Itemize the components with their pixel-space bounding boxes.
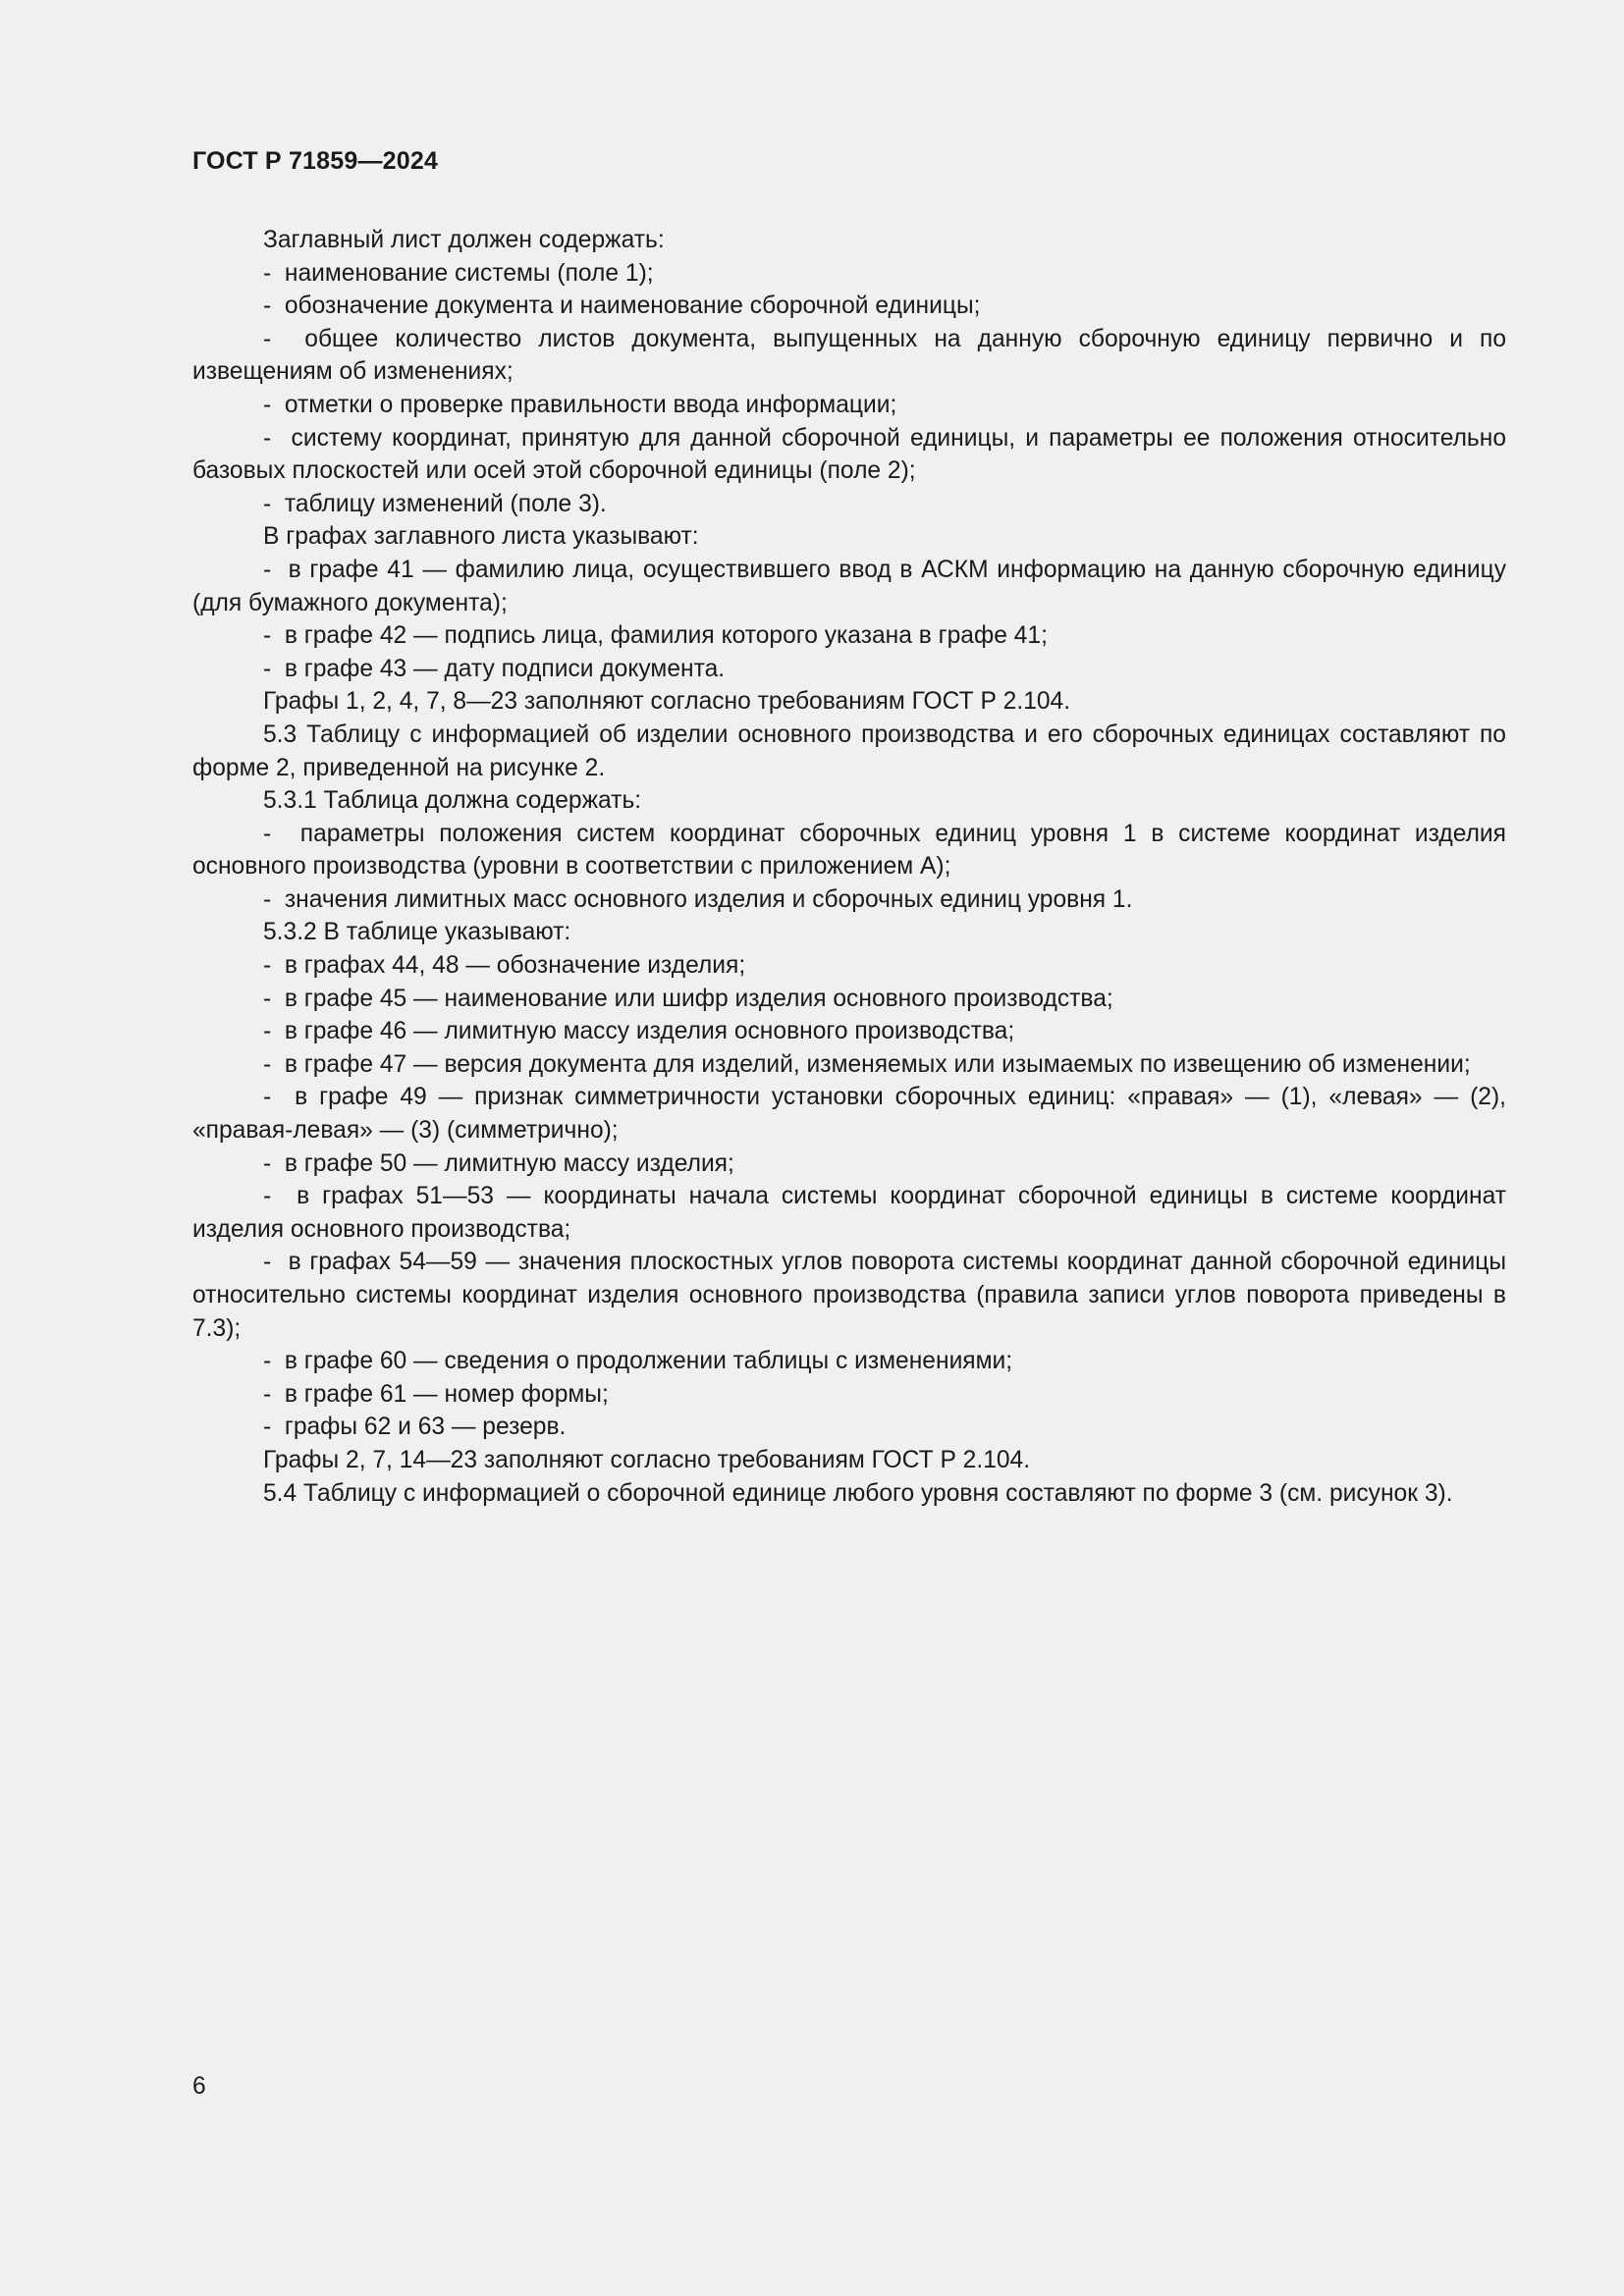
page-number: 6 bbox=[192, 2073, 206, 2100]
paragraph: Графы 1, 2, 4, 7, 8—23 заполняют согласно требованиям ГОСТ Р 2.104. bbox=[263, 688, 1071, 716]
list-item: - в графе 47 — версия документа для изделий, изменяемых или изымаемых по извещению об изменении; bbox=[192, 1048, 1506, 1082]
list-item: - графы 62 и 63 — резерв. bbox=[192, 1411, 1506, 1444]
paragraph: В графах заглавного листа указывают: bbox=[263, 523, 699, 551]
list-item: - обозначение документа и наименование сборочной единицы; bbox=[192, 290, 1506, 323]
list-item: - значения лимитных масс основного изделия и сборочных единиц уровня 1. bbox=[192, 883, 1506, 917]
list-item: - в графе 60 — сведения о продолжении таблицы с изменениями; bbox=[192, 1345, 1506, 1378]
list-item: - в графе 41 — фамилию лица, осуществившего ввод в АСКМ информацию на данную сборочную единицу (для бумажного документа); bbox=[192, 554, 1506, 619]
list-item: - в графе 49 — признак симметричности установки сборочных единиц: «правая» — (1), «левая» — (2), «правая-левая» — (3) (симметрично); bbox=[192, 1081, 1506, 1147]
list-item: - в графе 43 — дату подписи документа. bbox=[192, 653, 1506, 686]
list-item: - в графах 54—59 — значения плоскостных углов поворота системы координат данной сборочной единицы относительно системы координат изделия основного производства (правила записи углов поворота приведены в 7.3); bbox=[192, 1246, 1506, 1345]
list-item: - в графе 50 — лимитную массу изделия; bbox=[192, 1148, 1506, 1181]
paragraph: Графы 2, 7, 14—23 заполняют согласно требованиям ГОСТ Р 2.104. bbox=[263, 1446, 1031, 1473]
paragraph: 5.3.2 В таблице указывают: bbox=[263, 919, 571, 946]
document-body bbox=[192, 224, 1506, 1510]
list-item: - в графах 44, 48 — обозначение изделия; bbox=[192, 949, 1506, 983]
list-item: - в графе 61 — номер формы; bbox=[192, 1378, 1506, 1412]
list-item: - в графе 46 — лимитную массу изделия основного производства; bbox=[192, 1015, 1506, 1048]
paragraph: Заглавный лист должен содержать: bbox=[263, 227, 665, 253]
list-item: - систему координат, принятую для данной сборочной единицы, и параметры ее положения относительно базовых плоскостей или осей этой сборочной единицы (поле 2); bbox=[192, 422, 1506, 488]
document-header: ГОСТ Р 71859—2024 bbox=[192, 147, 439, 175]
list-item: - наименование системы (поле 1); bbox=[192, 257, 1506, 291]
list-item: - отметки о проверке правильности ввода информации; bbox=[192, 389, 1506, 422]
list-item: - в графе 42 — подпись лица, фамилия которого указана в графе 41; bbox=[192, 619, 1506, 653]
list-item: - параметры положения систем координат сборочных единиц уровня 1 в системе координат изделия основного производства (уровни в соответствии с приложением А); bbox=[192, 818, 1506, 883]
paragraph: 5.3 Таблицу с информацией об изделии основного производства и его сборочных единицах составляют по форме 2, приведенной на рисунке 2. bbox=[192, 721, 1506, 781]
list-item: - в графе 45 — наименование или шифр изделия основного производства; bbox=[192, 983, 1506, 1016]
list-item: - таблицу изменений (поле 3). bbox=[192, 488, 1506, 521]
list-item: - в графах 51—53 — координаты начала системы координат сборочной единицы в системе координат изделия основного производства; bbox=[192, 1180, 1506, 1246]
list-item: - общее количество листов документа, выпущенных на данную сборочную единицу первично и по извещениям об изменениях; bbox=[192, 323, 1506, 389]
paragraph: 5.4 Таблицу с информацией о сборочной единице любого уровня составляют по форме 3 (см. рисунок 3). bbox=[263, 1479, 1453, 1507]
paragraph: 5.3.1 Таблица должна содержать: bbox=[263, 787, 642, 815]
